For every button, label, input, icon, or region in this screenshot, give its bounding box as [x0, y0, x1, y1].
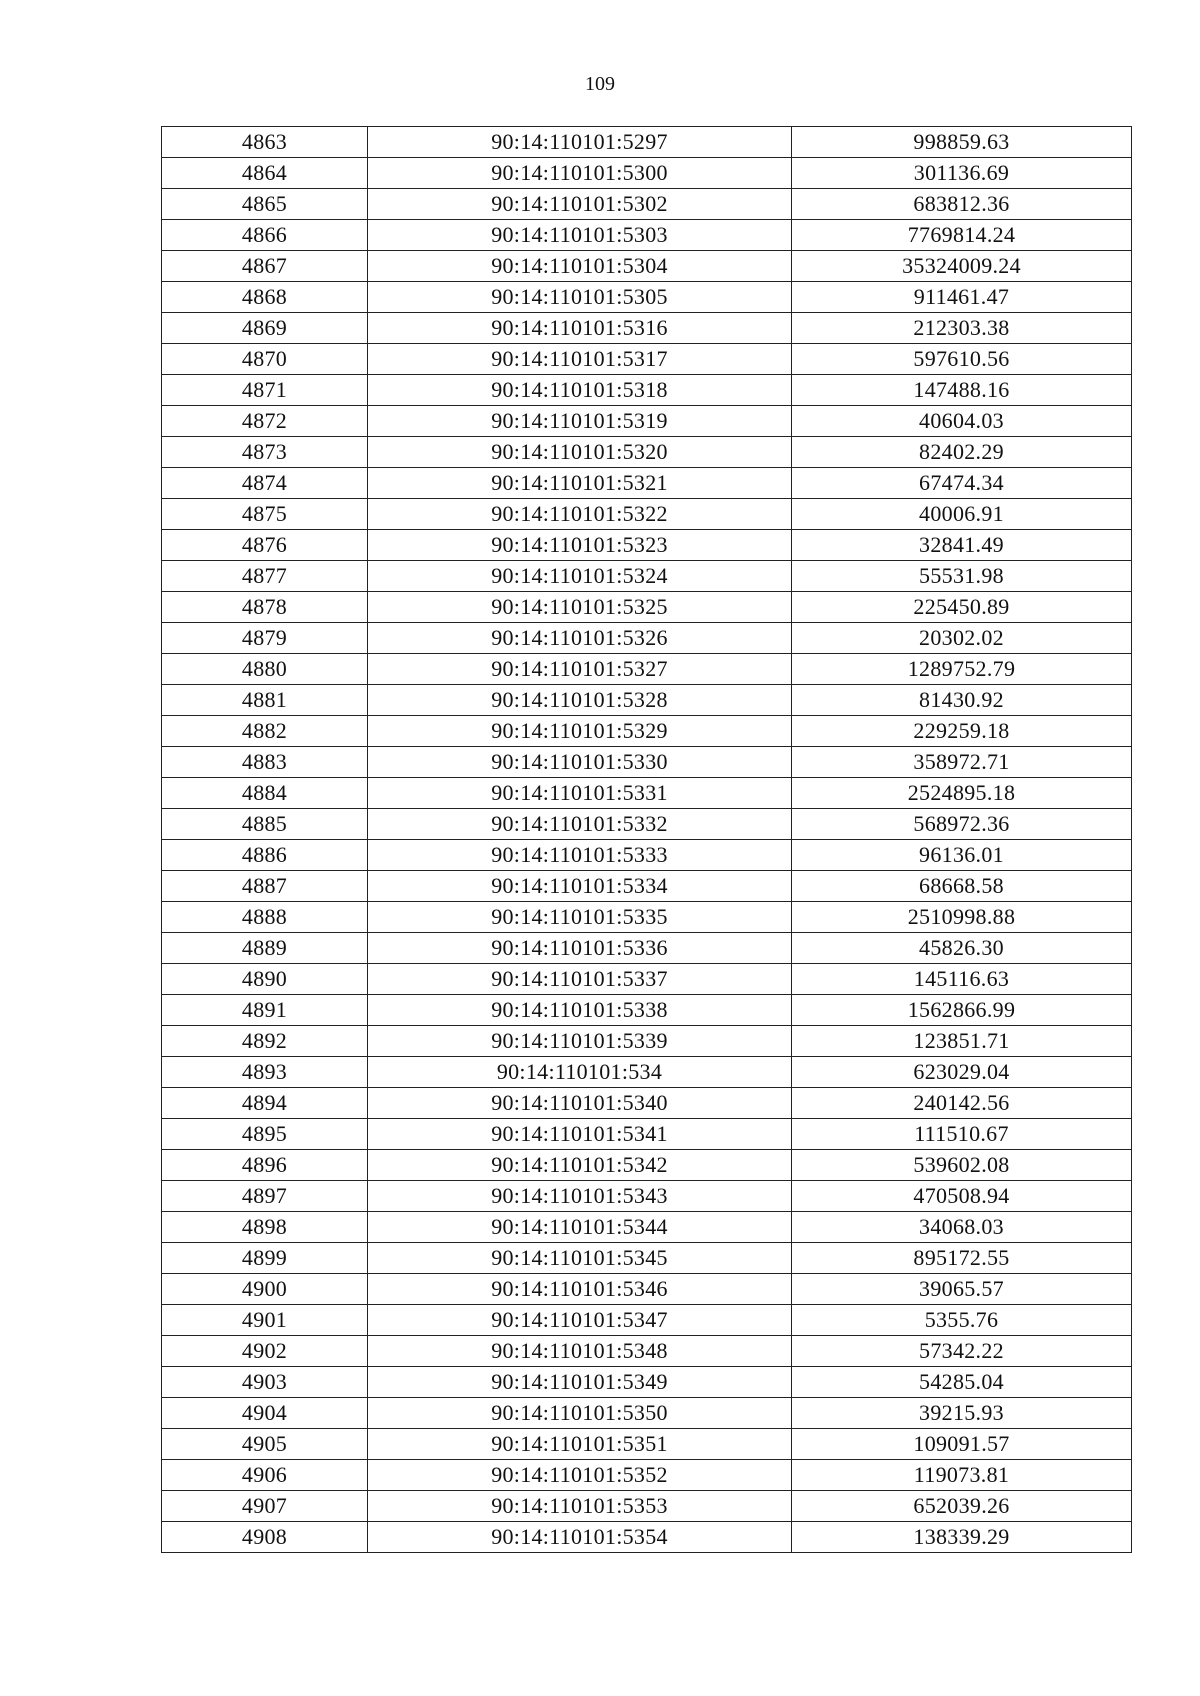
row-number-cell: 4891: [162, 995, 368, 1026]
table-row: [162, 406, 1132, 437]
cadastral-number-cell: 90:14:110101:5319: [368, 406, 792, 437]
value-cell: 2524895.18: [792, 778, 1132, 809]
table-row: [162, 1367, 1132, 1398]
value-cell: 20302.02: [792, 623, 1132, 654]
row-number-cell: 4907: [162, 1491, 368, 1522]
row-number-cell: 4900: [162, 1274, 368, 1305]
table-row: [162, 251, 1132, 282]
cadastral-number-cell: 90:14:110101:5338: [368, 995, 792, 1026]
table-row: [162, 716, 1132, 747]
row-number-cell: 4866: [162, 220, 368, 251]
cadastral-number-cell: 90:14:110101:5326: [368, 623, 792, 654]
cadastral-number-cell: 90:14:110101:534: [368, 1057, 792, 1088]
row-number-cell: 4888: [162, 902, 368, 933]
value-cell: 40006.91: [792, 499, 1132, 530]
table-row: [162, 1460, 1132, 1491]
table-row: [162, 902, 1132, 933]
value-cell: 470508.94: [792, 1181, 1132, 1212]
cadastral-number-cell: 90:14:110101:5350: [368, 1398, 792, 1429]
row-number-cell: 4892: [162, 1026, 368, 1057]
value-cell: 32841.49: [792, 530, 1132, 561]
cadastral-number-cell: 90:14:110101:5321: [368, 468, 792, 499]
value-cell: 55531.98: [792, 561, 1132, 592]
row-number-cell: 4905: [162, 1429, 368, 1460]
row-number-cell: 4899: [162, 1243, 368, 1274]
row-number-cell: 4890: [162, 964, 368, 995]
table-row: [162, 499, 1132, 530]
table-row: [162, 995, 1132, 1026]
row-number-cell: 4904: [162, 1398, 368, 1429]
table-row: [162, 530, 1132, 561]
cadastral-number-cell: 90:14:110101:5345: [368, 1243, 792, 1274]
table-row: [162, 1305, 1132, 1336]
cadastral-number-cell: 90:14:110101:5297: [368, 127, 792, 158]
row-number-cell: 4881: [162, 685, 368, 716]
value-cell: 568972.36: [792, 809, 1132, 840]
table-row: [162, 685, 1132, 716]
cadastral-number-cell: 90:14:110101:5302: [368, 189, 792, 220]
table-row: [162, 1429, 1132, 1460]
value-cell: 109091.57: [792, 1429, 1132, 1460]
cadastral-number-cell: 90:14:110101:5337: [368, 964, 792, 995]
value-cell: 7769814.24: [792, 220, 1132, 251]
value-cell: 119073.81: [792, 1460, 1132, 1491]
value-cell: 45826.30: [792, 933, 1132, 964]
cadastral-number-cell: 90:14:110101:5327: [368, 654, 792, 685]
cadastral-number-cell: 90:14:110101:5322: [368, 499, 792, 530]
table-row: [162, 189, 1132, 220]
value-cell: 225450.89: [792, 592, 1132, 623]
table-row: [162, 1181, 1132, 1212]
cadastral-number-cell: 90:14:110101:5317: [368, 344, 792, 375]
table-row: [162, 282, 1132, 313]
row-number-cell: 4887: [162, 871, 368, 902]
table-row: [162, 840, 1132, 871]
cadastral-number-cell: 90:14:110101:5304: [368, 251, 792, 282]
row-number-cell: 4874: [162, 468, 368, 499]
table-row: [162, 1119, 1132, 1150]
value-cell: 597610.56: [792, 344, 1132, 375]
value-cell: 40604.03: [792, 406, 1132, 437]
row-number-cell: 4865: [162, 189, 368, 220]
cadastral-number-cell: 90:14:110101:5346: [368, 1274, 792, 1305]
row-number-cell: 4886: [162, 840, 368, 871]
cadastral-number-cell: 90:14:110101:5305: [368, 282, 792, 313]
value-cell: 358972.71: [792, 747, 1132, 778]
cadastral-number-cell: 90:14:110101:5334: [368, 871, 792, 902]
cadastral-number-cell: 90:14:110101:5329: [368, 716, 792, 747]
value-cell: 34068.03: [792, 1212, 1132, 1243]
cadastral-number-cell: 90:14:110101:5328: [368, 685, 792, 716]
value-cell: 240142.56: [792, 1088, 1132, 1119]
table-row: [162, 127, 1132, 158]
value-cell: 82402.29: [792, 437, 1132, 468]
cadastral-number-cell: 90:14:110101:5335: [368, 902, 792, 933]
table-row: [162, 1088, 1132, 1119]
cadastral-number-cell: 90:14:110101:5349: [368, 1367, 792, 1398]
table-row: [162, 1336, 1132, 1367]
value-cell: 54285.04: [792, 1367, 1132, 1398]
row-number-cell: 4883: [162, 747, 368, 778]
cadastral-number-cell: 90:14:110101:5354: [368, 1522, 792, 1553]
table-row: [162, 1398, 1132, 1429]
table-row: [162, 561, 1132, 592]
row-number-cell: 4893: [162, 1057, 368, 1088]
value-cell: 123851.71: [792, 1026, 1132, 1057]
table-row: [162, 1150, 1132, 1181]
table-row: [162, 1491, 1132, 1522]
table-row: [162, 220, 1132, 251]
cadastral-number-cell: 90:14:110101:5339: [368, 1026, 792, 1057]
table-row: [162, 809, 1132, 840]
cadastral-number-cell: 90:14:110101:5323: [368, 530, 792, 561]
row-number-cell: 4897: [162, 1181, 368, 1212]
value-cell: 147488.16: [792, 375, 1132, 406]
cadastral-number-cell: 90:14:110101:5320: [368, 437, 792, 468]
value-cell: 539602.08: [792, 1150, 1132, 1181]
cadastral-number-cell: 90:14:110101:5353: [368, 1491, 792, 1522]
table-body: [162, 127, 1132, 1553]
value-cell: 81430.92: [792, 685, 1132, 716]
table-row: [162, 1243, 1132, 1274]
cadastral-number-cell: 90:14:110101:5344: [368, 1212, 792, 1243]
cadastral-number-cell: 90:14:110101:5333: [368, 840, 792, 871]
table-row: [162, 1522, 1132, 1553]
cadastral-number-cell: 90:14:110101:5332: [368, 809, 792, 840]
value-cell: 67474.34: [792, 468, 1132, 499]
cadastral-number-cell: 90:14:110101:5340: [368, 1088, 792, 1119]
cadastral-number-cell: 90:14:110101:5325: [368, 592, 792, 623]
cadastral-table: [161, 126, 1132, 1553]
row-number-cell: 4908: [162, 1522, 368, 1553]
table-row: [162, 158, 1132, 189]
value-cell: 683812.36: [792, 189, 1132, 220]
row-number-cell: 4906: [162, 1460, 368, 1491]
table-row: [162, 468, 1132, 499]
value-cell: 35324009.24: [792, 251, 1132, 282]
row-number-cell: 4877: [162, 561, 368, 592]
row-number-cell: 4876: [162, 530, 368, 561]
cadastral-number-cell: 90:14:110101:5316: [368, 313, 792, 344]
value-cell: 39215.93: [792, 1398, 1132, 1429]
cadastral-number-cell: 90:14:110101:5330: [368, 747, 792, 778]
row-number-cell: 4880: [162, 654, 368, 685]
row-number-cell: 4903: [162, 1367, 368, 1398]
cadastral-number-cell: 90:14:110101:5351: [368, 1429, 792, 1460]
value-cell: 57342.22: [792, 1336, 1132, 1367]
table-row: [162, 778, 1132, 809]
cadastral-number-cell: 90:14:110101:5342: [368, 1150, 792, 1181]
row-number-cell: 4873: [162, 437, 368, 468]
cadastral-number-cell: 90:14:110101:5347: [368, 1305, 792, 1336]
cadastral-number-cell: 90:14:110101:5343: [368, 1181, 792, 1212]
value-cell: 301136.69: [792, 158, 1132, 189]
row-number-cell: 4871: [162, 375, 368, 406]
cadastral-number-cell: 90:14:110101:5303: [368, 220, 792, 251]
table-row: [162, 964, 1132, 995]
table-row: [162, 654, 1132, 685]
table-row: [162, 375, 1132, 406]
row-number-cell: 4901: [162, 1305, 368, 1336]
table-row: [162, 1274, 1132, 1305]
value-cell: 1562866.99: [792, 995, 1132, 1026]
value-cell: 96136.01: [792, 840, 1132, 871]
row-number-cell: 4902: [162, 1336, 368, 1367]
row-number-cell: 4869: [162, 313, 368, 344]
value-cell: 895172.55: [792, 1243, 1132, 1274]
table-row: [162, 437, 1132, 468]
value-cell: 623029.04: [792, 1057, 1132, 1088]
row-number-cell: 4863: [162, 127, 368, 158]
row-number-cell: 4896: [162, 1150, 368, 1181]
page-number: 109: [585, 73, 615, 95]
value-cell: 652039.26: [792, 1491, 1132, 1522]
table-row: [162, 623, 1132, 654]
row-number-cell: 4878: [162, 592, 368, 623]
cadastral-number-cell: 90:14:110101:5318: [368, 375, 792, 406]
cadastral-number-cell: 90:14:110101:5341: [368, 1119, 792, 1150]
row-number-cell: 4895: [162, 1119, 368, 1150]
table-row: [162, 747, 1132, 778]
cadastral-number-cell: 90:14:110101:5324: [368, 561, 792, 592]
value-cell: 5355.76: [792, 1305, 1132, 1336]
value-cell: 138339.29: [792, 1522, 1132, 1553]
row-number-cell: 4868: [162, 282, 368, 313]
table-row: [162, 1212, 1132, 1243]
value-cell: 212303.38: [792, 313, 1132, 344]
value-cell: 2510998.88: [792, 902, 1132, 933]
row-number-cell: 4898: [162, 1212, 368, 1243]
row-number-cell: 4885: [162, 809, 368, 840]
value-cell: 39065.57: [792, 1274, 1132, 1305]
value-cell: 68668.58: [792, 871, 1132, 902]
row-number-cell: 4872: [162, 406, 368, 437]
value-cell: 1289752.79: [792, 654, 1132, 685]
value-cell: 229259.18: [792, 716, 1132, 747]
table-row: [162, 1057, 1132, 1088]
cadastral-number-cell: 90:14:110101:5348: [368, 1336, 792, 1367]
row-number-cell: 4864: [162, 158, 368, 189]
cadastral-number-cell: 90:14:110101:5300: [368, 158, 792, 189]
row-number-cell: 4867: [162, 251, 368, 282]
row-number-cell: 4879: [162, 623, 368, 654]
table-row: [162, 313, 1132, 344]
table-row: [162, 592, 1132, 623]
row-number-cell: 4882: [162, 716, 368, 747]
cadastral-number-cell: 90:14:110101:5352: [368, 1460, 792, 1491]
row-number-cell: 4870: [162, 344, 368, 375]
table-row: [162, 933, 1132, 964]
value-cell: 145116.63: [792, 964, 1132, 995]
row-number-cell: 4889: [162, 933, 368, 964]
row-number-cell: 4875: [162, 499, 368, 530]
table-row: [162, 1026, 1132, 1057]
value-cell: 998859.63: [792, 127, 1132, 158]
value-cell: 111510.67: [792, 1119, 1132, 1150]
table-row: [162, 344, 1132, 375]
table-row: [162, 871, 1132, 902]
value-cell: 911461.47: [792, 282, 1132, 313]
cadastral-number-cell: 90:14:110101:5336: [368, 933, 792, 964]
row-number-cell: 4884: [162, 778, 368, 809]
cadastral-number-cell: 90:14:110101:5331: [368, 778, 792, 809]
row-number-cell: 4894: [162, 1088, 368, 1119]
